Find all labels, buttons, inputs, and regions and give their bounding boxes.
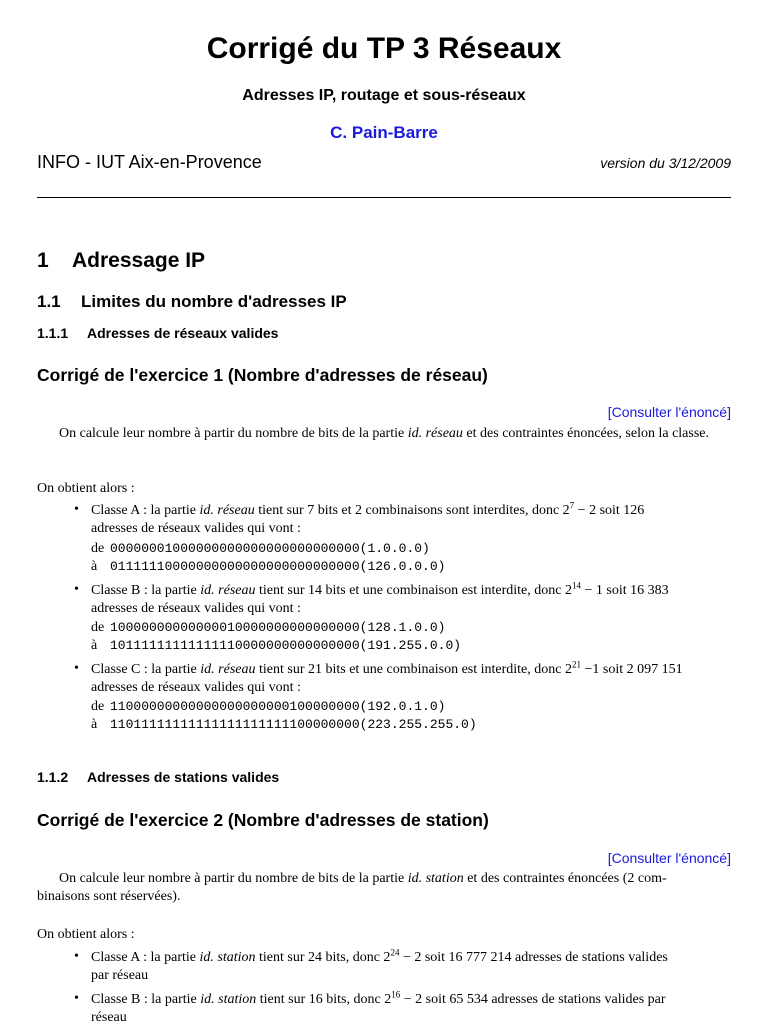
dotted-address: (191.255.0.0) [359,638,462,653]
range-label: à [91,638,98,653]
version-date: version du 3/12/2009 [600,155,731,171]
document-title: Corrigé du TP 3 Réseaux [206,32,562,65]
item-text: − 2 soit 65 534 adresses de stations valides par [403,992,666,1007]
range-label: à [91,559,98,574]
bullet-icon: • [74,949,79,964]
exercise-2-obtain: On obtient alors : [37,927,135,942]
item-emphasis: id. réseau [200,662,256,677]
range-from [91,619,445,637]
intro-emphasis: id. réseau [407,426,463,441]
subsubsection-heading-1-1-1 [37,325,278,341]
subsubsection-heading-1-1-2 [37,769,279,785]
binary-address: 10000000000000010000000000000000 [110,620,360,635]
list-item [91,949,731,985]
list-item [91,502,731,538]
item-emphasis: id. réseau [200,583,256,598]
bullet-icon: • [74,991,79,1006]
section-title: Adresses de réseaux valides [87,325,279,341]
exponent: 14 [571,580,581,591]
list-item [91,991,731,1027]
item-text: Classe B : la partie [91,992,201,1007]
item-text: tient sur 21 bits et une combinaison est interdite, donc 2 [255,662,572,677]
item-emphasis: id. station [200,992,257,1007]
exercise-2-statement-link[interactable]: [Consulter l'énoncé] [607,850,731,866]
section-number: 1.1.2 [37,769,69,785]
bullet-icon: • [74,502,79,517]
binary-address: 11011111111111111111111100000000 [110,717,360,732]
document-page [37,0,731,1024]
range-from [91,540,430,558]
range-label: à [91,717,98,732]
item-text: − 1 soit 16 383 [584,583,669,598]
dotted-address: (126.0.0.0) [359,559,446,574]
list-item [91,661,731,697]
bullet-icon: • [74,582,79,597]
section-number: 1.1 [37,292,61,311]
item-text: Classe C : la partie [91,662,201,677]
item-text: adresses de réseaux valides qui vont : [91,521,301,536]
document-subtitle: Adresses IP, routage et sous-réseaux [242,87,526,104]
section-title: Adressage IP [72,249,206,272]
item-text: −1 soit 2 097 151 [584,662,683,677]
dotted-address: (192.0.1.0) [359,699,446,714]
range-label: de [91,699,105,714]
range-label: de [91,620,105,635]
item-text: adresses de réseaux valides qui vont : [91,601,301,616]
exponent: 21 [571,659,581,670]
list-item [91,582,731,618]
section-heading-1 [37,249,205,273]
binary-address: 11000000000000000000000100000000 [110,699,360,714]
item-text: Classe B : la partie [91,583,201,598]
item-text: adresses de réseaux valides qui vont : [91,680,301,695]
item-text: − 2 soit 16 777 214 adresses de stations valides [402,950,668,965]
subsection-heading-1-1 [37,292,347,312]
exercise-2-title: Corrigé de l'exercice 2 (Nombre d'adresses de station) [37,810,489,830]
exponent: 7 [569,500,575,511]
item-text: Classe A : la partie [91,503,200,518]
author-name: C. Pain-Barre [330,123,438,142]
range-to [91,558,445,576]
item-text: tient sur 14 bits et une combinaison est interdite, donc 2 [255,583,572,598]
section-number: 1 [37,249,49,272]
binary-address: 01111110000000000000000000000000 [110,559,360,574]
range-from [91,698,445,716]
binary-address: 00000001000000000000000000000000 [110,541,360,556]
exercise-1-obtain: On obtient alors : [37,481,135,496]
institution: INFO - IUT Aix-en-Provence [37,152,262,172]
intro-text: On calcule leur nombre à partir du nombre de bits de la partie [59,426,408,441]
intro-text: binaisons sont réservées). [37,889,181,904]
item-text: réseau [91,1010,127,1025]
dotted-address: (223.255.255.0) [359,717,477,732]
exercise-1-statement-link[interactable]: [Consulter l'énoncé] [607,404,731,420]
item-text: tient sur 24 bits, donc 2 [255,950,391,965]
item-text: tient sur 7 bits et 2 combinaisons sont interdites, donc 2 [254,503,570,518]
item-text: Classe A : la partie [91,950,200,965]
section-title: Limites du nombre d'adresses IP [81,292,347,311]
item-text: par réseau [91,968,149,983]
exercise-1-title: Corrigé de l'exercice 1 (Nombre d'adresses de réseau) [37,365,488,385]
dotted-address: (128.1.0.0) [359,620,446,635]
section-number: 1.1.1 [37,325,69,341]
intro-text: On calcule leur nombre à partir du nombre de bits de la partie [59,871,408,886]
range-to [91,637,461,655]
exponent: 16 [391,989,401,1000]
intro-emphasis: id. station [407,871,464,886]
bullet-icon: • [74,661,79,676]
intro-text: et des contraintes énoncées (2 com- [463,871,667,886]
item-text: − 2 soit 126 [577,503,645,518]
exercise-1-intro [37,425,731,443]
exponent: 24 [390,947,400,958]
header-divider [37,197,731,198]
item-text: tient sur 16 bits, donc 2 [256,992,392,1007]
item-emphasis: id. station [199,950,256,965]
intro-text: et des contraintes énoncées, selon la classe. [462,426,709,441]
item-emphasis: id. réseau [199,503,255,518]
section-title: Adresses de stations valides [87,769,280,785]
exercise-2-intro [37,870,731,906]
range-to [91,716,477,734]
range-label: de [91,541,105,556]
binary-address: 10111111111111110000000000000000 [110,638,360,653]
dotted-address: (1.0.0.0) [359,541,430,556]
